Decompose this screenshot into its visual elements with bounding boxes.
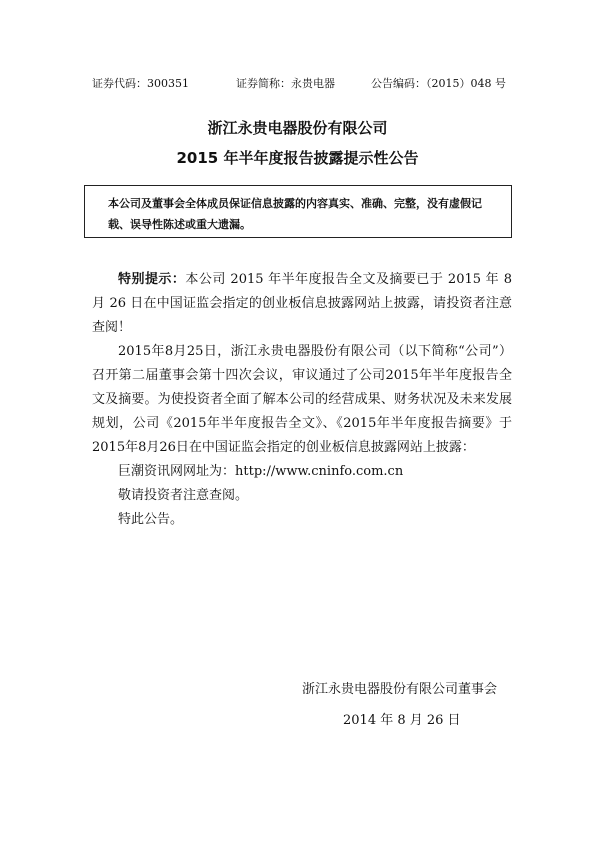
special-notice-paragraph: [92, 268, 512, 340]
special-notice-label: 特别提示：: [118, 272, 186, 287]
responsibility-notice-text: 本公司及董事会全体成员保证信息披露的内容真实、准确、完整，没有虚假记载、误导性陈述或重大遗漏。: [108, 197, 482, 231]
announcement-title: 2015 年半年度报告披露提示性公告: [176, 149, 419, 167]
special-notice-text: 本公司 2015 年半年度报告全文及摘要已于 2015 年 8 月 26 日在中国证监会指定的创业板信息披露网站上披露，请投资者注意查阅！: [92, 272, 512, 335]
reminder-line: 敬请投资者注意查阅。: [118, 488, 249, 503]
closing-line: 特此公告。: [118, 512, 184, 527]
announcement-number: 公告编码：（2015）048 号: [371, 77, 506, 90]
announcement-body: [92, 268, 512, 532]
signature-company: 浙江永贵电器股份有限公司董事会: [302, 682, 498, 697]
stock-code: 证券代码：300351: [92, 77, 189, 90]
company-title: 浙江永贵电器股份有限公司: [207, 119, 388, 137]
signature-date: 2014 年 8 月 26 日: [343, 713, 461, 728]
board-meeting-paragraph: 2015年8月25日，浙江永贵电器股份有限公司（以下简称“公司”）召开第二届董事会第十四次会议，审议通过了公司2015年半年度报告全文及摘要。为使投资者全面了解本公司的经营成果、财务状况及未来发展规划，公司《2015年半年度报告全文》、《2015年半年度报告摘要》于2015年8月26日在中国证监会指定的创业板信息披露网站上披露：: [92, 344, 512, 455]
website-line: 巨潮资讯网网址为：http://www.cninfo.com.cn: [118, 464, 404, 479]
stock-abbreviation: 证券简称：永贵电器: [236, 77, 335, 90]
responsibility-notice-box: [84, 185, 512, 238]
